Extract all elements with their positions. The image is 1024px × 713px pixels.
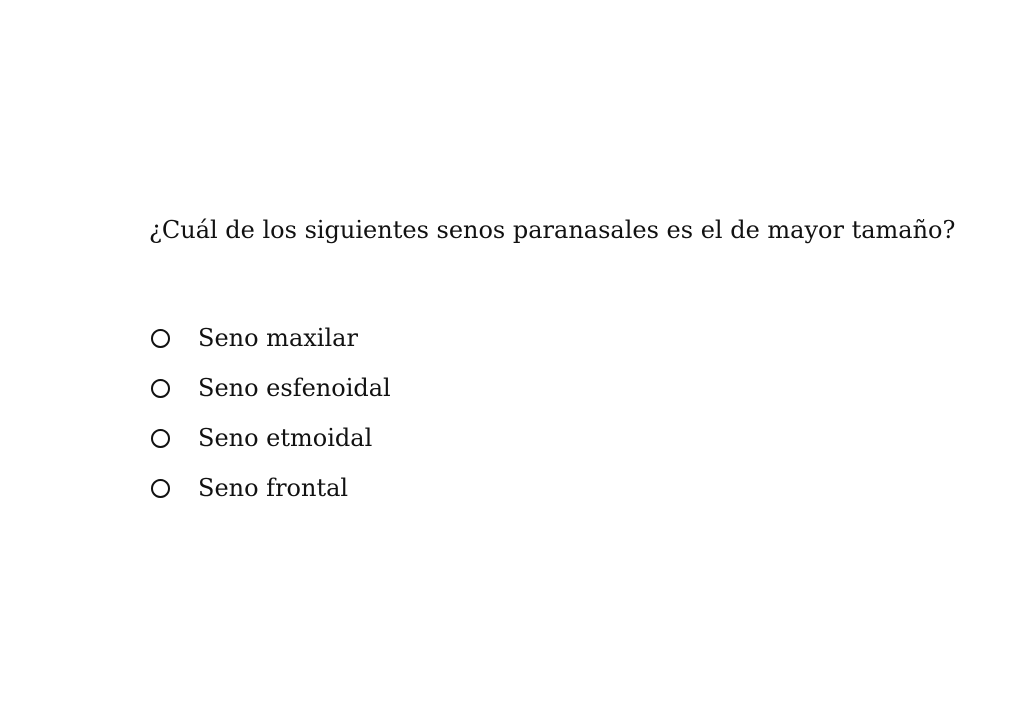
radio-button[interactable] <box>151 379 170 398</box>
option-label: Seno esfenoidal <box>198 374 391 402</box>
option-label: Seno maxilar <box>198 324 358 352</box>
answer-options <box>149 313 391 513</box>
question-text: ¿Cuál de los siguientes senos paranasales es el de mayor tamaño? <box>149 216 956 244</box>
radio-button[interactable] <box>151 429 170 448</box>
option-seno-esfenoidal[interactable] <box>149 363 391 413</box>
option-seno-maxilar[interactable] <box>149 313 391 363</box>
option-seno-etmoidal[interactable] <box>149 413 391 463</box>
radio-button[interactable] <box>151 329 170 348</box>
option-label: Seno etmoidal <box>198 424 373 452</box>
option-label: Seno frontal <box>198 474 349 502</box>
option-seno-frontal[interactable] <box>149 463 391 513</box>
radio-button[interactable] <box>151 479 170 498</box>
